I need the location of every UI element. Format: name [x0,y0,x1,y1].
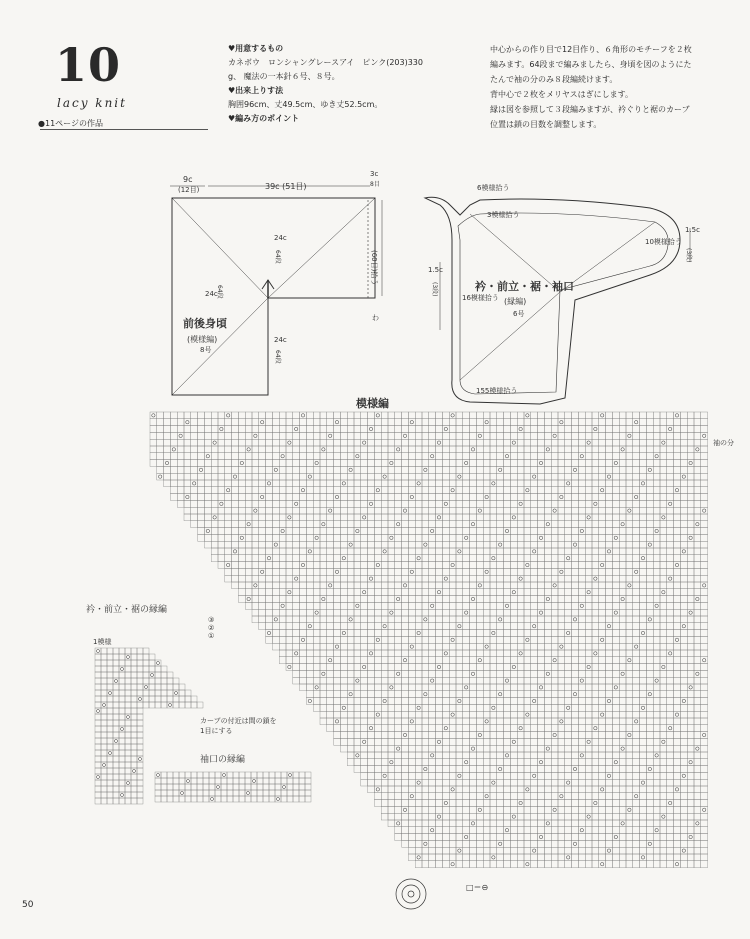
edge-name: 衿・前立・裾・袖口 [475,280,574,293]
dim-d1-st: 64段 [274,250,281,264]
dim-left-st: (12目) [178,186,200,194]
page-number: 50 [22,900,34,910]
dim-d3-st: 64段 [274,350,281,364]
cuff-stitch-chart [155,772,311,802]
dim-d3: 24c [274,336,287,344]
body-sub: (模様編) [187,335,218,344]
fold-mark: わ [372,314,379,322]
reference-note: ●11ページの作品 [38,119,103,128]
dim-d1: 24c [274,234,287,242]
dim-right-st: 8目 [370,181,380,188]
instruction-line: 背中心で２枚をメリヤスはぎにします。 [490,90,634,99]
edge-right-c: 10模様拾う [645,238,682,246]
body-name: 前後身頃 [183,317,227,330]
dim-main: 39c (51目) [265,182,307,191]
edge-t2: 3模様拾う [487,211,520,219]
dim-d2: 24c [205,290,218,298]
curve-note-1: カーブの付近は間の鎖を [200,717,277,725]
materials-line: カネボウ ロンシャングレースアイ ピンク(203)330 [228,58,423,67]
chart-title: 模様編 [356,397,389,410]
edge-right-b: (3段) [685,248,692,263]
edge-left-b: (3段) [431,282,438,297]
instruction-line: たんで袖の分のみ８段編続けます。 [490,75,618,84]
dim-d2-st: 64段 [216,285,223,299]
edge-bottom: 155模様拾う [476,387,518,395]
stitch-chart [150,412,708,868]
pattern-number: 10 [55,38,122,92]
round-3: ③ [208,616,215,624]
materials-line: 胸囲96cm、丈49.5cm、ゆき丈52.5cm。 [228,100,383,109]
edge-needle: 6号 [513,310,525,318]
cuff-chart-title: 袖口の縁編 [200,755,246,765]
sleeve-label: 袖の分 [713,439,734,447]
dim-side: (60目)拾う [370,250,378,286]
dim-right: 3c [370,170,379,178]
center-motif [396,879,426,909]
instruction-line: 位置は鎖の目数を調整します。 [490,120,602,129]
body-needle: 8号 [200,346,212,354]
body-diagram [170,186,382,395]
series-label: lacy knit [57,96,127,110]
edge-sub: (縁編) [504,297,527,306]
round-1: ① [208,632,215,640]
materials-line: ♥用意するもの [228,44,284,53]
instruction-line: 編みます。64段まで編みましたら、身頃を図のようにた [490,60,692,69]
materials-line: g、 魔法の一本針６号、８号。 [228,72,340,81]
edge-right-a: 1.5c [685,226,700,234]
edge-mid: 16模様拾う [462,294,499,302]
curve-note-2: 1目にする [200,727,233,735]
edge-top: 6模様拾う [477,184,510,192]
edge-one-st: 1模様 [93,638,112,646]
materials-line: ♥出来上りす法 [228,86,284,95]
dim-left: 9c [183,175,193,184]
instruction-line: 中心からの作り目で12目作り、６角形のモチーフを２枚 [490,45,692,54]
instruction-line: 縁は図を参照して３段編みますが、衿ぐりと裾のカーブ [490,105,690,114]
materials-line: ♥編み方のポイント [228,114,300,123]
round-2: ② [208,624,215,632]
legend: □＝⊖ [466,883,489,892]
edge-left-a: 1.5c [428,266,443,274]
edge-chart-title: 衿・前立・裾の縁編 [86,605,168,615]
